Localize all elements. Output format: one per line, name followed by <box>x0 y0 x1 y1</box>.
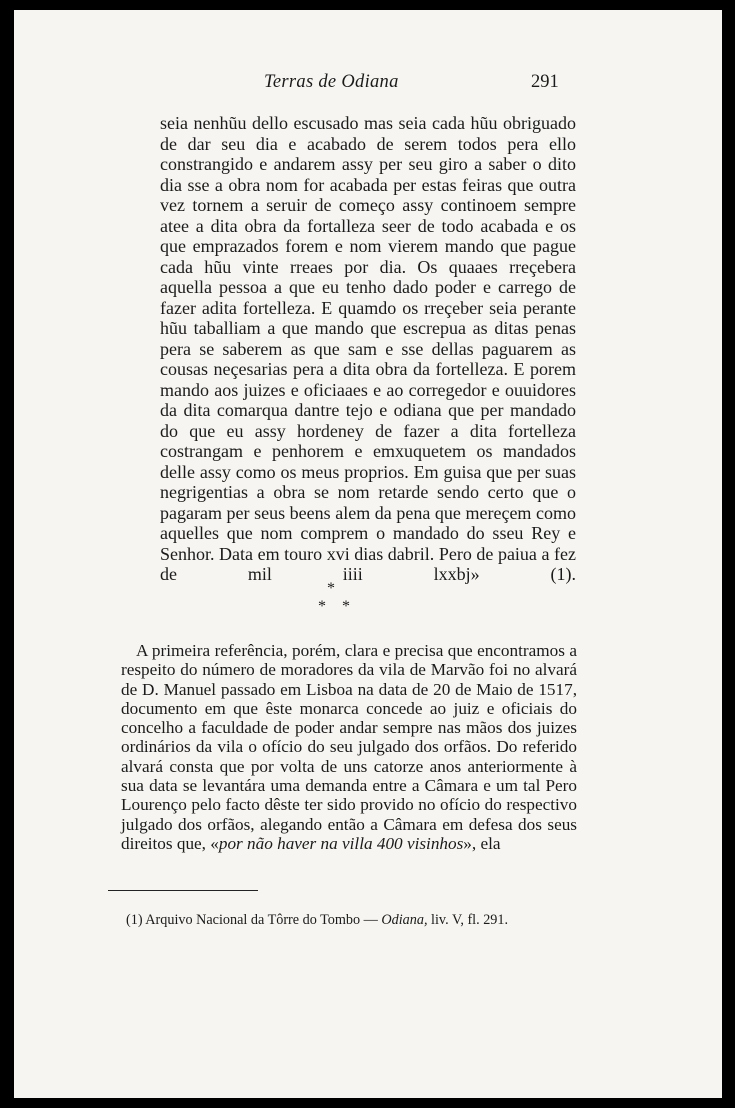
body-text-part2: », ela <box>463 833 501 853</box>
section-asterism <box>304 580 374 620</box>
body-text-part1: A primeira referência, porém, clara e precisa que encontramos a respeito do número de moradores da vila de Marvão foi no alvará de D. Manuel passado em Lisboa na data de 20 de Maio de 1517, documento em que êste monarca concede ao juiz e oficiais do concelho a faculdade de poder andar sempre nas mãos dos juizes ordinários da vila o ofício do seu julgado dos orfãos. Do referido alvará consta que por volta de uns catorze anos anteriormente à sua data se levantára uma demanda entre a Câmara e um tal Pero Lourenço pelo facto dêste ter sido provido no ofício do respectivo julgado dos orfãos, alegando então a Câmara em defesa dos seus direitos que, « <box>121 641 577 853</box>
footnote <box>126 912 596 929</box>
footnote-divider <box>108 890 258 891</box>
body-italic-quote: por não haver na villa 400 visinhos <box>218 833 464 853</box>
footnote-title: Odiana, <box>381 912 428 928</box>
book-page <box>14 10 722 1098</box>
asterism-star-top: * <box>327 580 335 597</box>
running-title: Terras de Odiana <box>264 72 399 92</box>
page-header <box>14 72 722 98</box>
quoted-document-text: seia nenhũu dello escusado mas seia cada hũu obriguado de dar seu dia e acabado de serem todos pera ello constrangido e andarem assy per seu giro a saber o dito dia sse a obra nom for acabada per estas feiras que outra vez tornem a seruir de começo assy continoem sempre atee a dita obra da fortalleza seer de todo acabada e os que emprazados forem e nom vierem mando que pague cada hũu vinte rreaes por dia. Os quaaes rreçebera aquella pessoa a que eu tenho dado poder e carrego de fazer adita fortelleza. E quamdo os rreçeber seia perante hũu taballiam a que mando que escrepua as ditas penas pera se saberem as que sam e sse dellas paguarem as cousas neçesarias pera a dita obra da fortelleza. E porem mando aos juizes e oficiaaes e ao corregedor e ouuidores da dita comarqua dantre tejo e odiana que per mandado do que eu assy hordeney de fazer a dita fortelleza costrangam e penhorem e emxuquetem os mandados delle assy como os meus proprios. Em guisa que per suas negrigentias a obra se nom retarde sendo certo que o pagaram per seus beens alem da pena que mereçem como aquelles que nom comprem o mandado do sseu Rey e Senhor. Data em touro xvi dias dabril. Pero de paiua a fez de mil iiii lxxbj» (1). <box>160 113 576 584</box>
quoted-document <box>160 113 576 605</box>
footnote-prefix: (1) Arquivo Nacional da Tôrre do Tombo — <box>126 912 382 928</box>
body-paragraph <box>121 641 577 853</box>
page-number: 291 <box>531 72 559 92</box>
asterism-star-right: * <box>342 598 350 615</box>
footnote-suffix: liv. V, fl. 291. <box>427 912 509 928</box>
asterism-star-left: * <box>318 598 326 615</box>
body-paragraph-text <box>121 641 577 853</box>
